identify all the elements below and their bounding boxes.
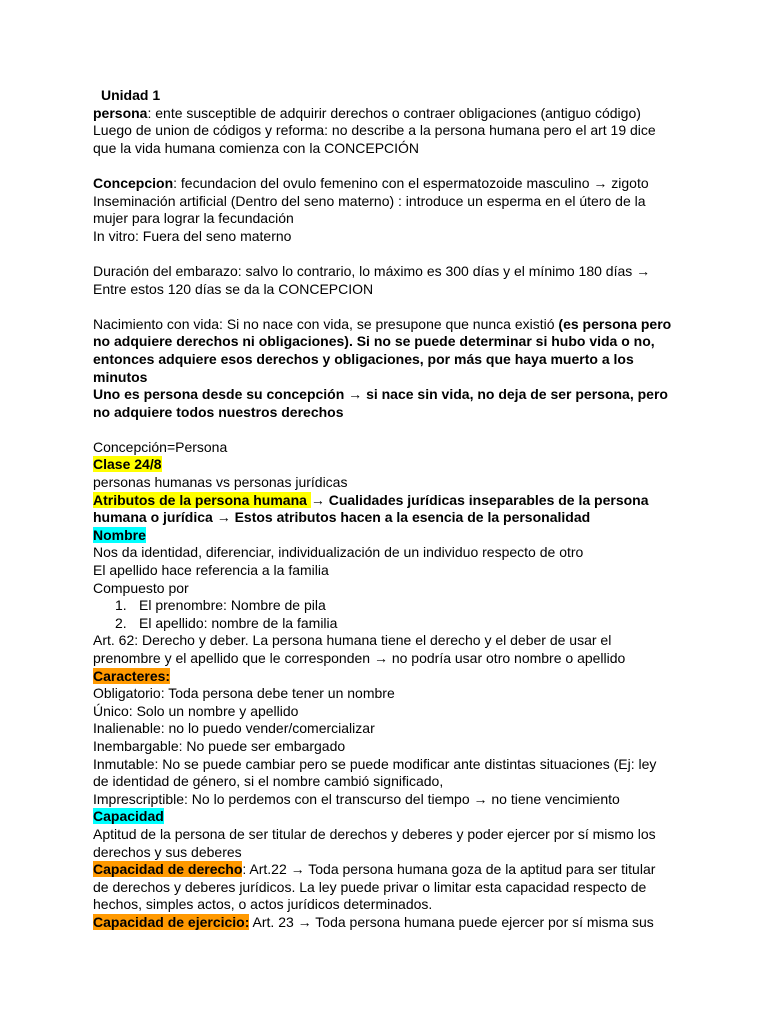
capacidad-label: Capacidad — [93, 808, 164, 825]
paragraph-persona — [93, 105, 672, 123]
paragraph-capacidad-derecho — [93, 861, 672, 914]
definition-concepcion: : fecundacion del ovulo femenino con el espermatozoide masculino → zigoto — [173, 174, 649, 191]
caracter-unico: Único: Solo un nombre y apellido — [93, 702, 299, 719]
blank-line — [93, 157, 672, 175]
paragraph-persona-concepcion: Uno es persona desde su concepción → si nace sin vida, no deja de ser persona, pero no adquiere todos nuestros derechos — [93, 386, 668, 420]
caracter-obligatorio: Obligatorio: Toda persona debe tener un nombre — [93, 685, 395, 702]
paragraph-nombre-1: Nos da identidad, diferenciar, individualización de un individuo respecto de otro — [93, 544, 584, 561]
list-number: 1. — [115, 597, 127, 614]
caracter-imprescriptible: Imprescriptible: No lo perdemos con el transcurso del tiempo → no tiene vencimiento — [93, 790, 620, 807]
caracter-inmutable: Inmutable: No se puede cambiar pero se puede modificar ante distintas situaciones (Ej: ley de identidad de género, si el nombre cambió significado, — [93, 755, 657, 790]
atributos-rest: → Cualidades jurídicas inseparables de la persona humana o jurídica → Estos atributos hacen a la esencia de la personalidad — [93, 491, 649, 526]
capacidad-derecho-label: Capacidad de derecho — [93, 861, 243, 878]
paragraph-capacidad: Aptitud de la persona de ser titular de derechos y deberes y poder ejercer por sí mismo los derechos y sus deberes — [93, 825, 656, 860]
document-title: Unidad 1 — [101, 87, 161, 103]
clase-label: Clase 24/8 — [93, 456, 162, 473]
heading-capacidad — [93, 808, 672, 826]
list-text: El prenombre: Nombre de pila — [139, 597, 326, 614]
atributos-label: Atributos de la persona humana — [93, 491, 311, 508]
paragraph-capacidad-ejercicio — [93, 914, 672, 932]
list-text: El apellido: nombre de la familia — [139, 614, 338, 631]
term-persona: persona — [93, 104, 148, 121]
caracter-inalienable: Inalienable: no lo puedo vender/comercializar — [93, 720, 375, 737]
paragraph-art62: Art. 62: Derecho y deber. La persona humana tiene el derecho y el deber de usar el prenombre y el apellido que le corresponden → no podría usar otro nombre o apellido — [93, 632, 626, 666]
capacidad-ejercicio-label: Capacidad de ejercicio: — [93, 913, 250, 930]
list-item — [93, 615, 672, 633]
heading-nombre — [93, 527, 672, 545]
list-item — [93, 597, 672, 615]
capacidad-ejercicio-text: Art. 23 → Toda persona humana puede ejercer por sí misma sus — [249, 913, 654, 930]
definition-persona: : ente susceptible de adquirir derechos o contraer obligaciones (antiguo código) — [147, 104, 641, 121]
nacimiento-plain: Nacimiento con vida: Si no nace con vida, se presupone que nunca existió — [93, 315, 559, 332]
blank-line — [93, 421, 672, 439]
paragraph-in-vitro: In vitro: Fuera del seno materno — [93, 227, 292, 244]
paragraph-concepcion-persona: Concepción=Persona — [93, 438, 228, 455]
paragraph-nacimiento — [93, 316, 672, 386]
paragraph-personas-tipos: personas humanas vs personas jurídicas — [93, 474, 348, 491]
heading-caracteres — [93, 668, 672, 686]
paragraph-concepcion — [93, 175, 672, 193]
nombre-label: Nombre — [93, 526, 146, 543]
paragraph-nombre-3: Compuesto por — [93, 579, 189, 596]
term-concepcion: Concepcion — [93, 174, 174, 191]
heading-clase — [93, 456, 672, 474]
paragraph-atributos — [93, 492, 672, 527]
capacidad-derecho-text: : Art.22 → Toda persona humana goza de la aptitud para ser titular de derechos y deberes jurídicos. La ley puede privar o limitar esta capacidad respecto de hechos, simples actos, o actos jurídicos determinados. — [93, 861, 656, 913]
blank-line — [93, 298, 672, 316]
nacimiento-bold: (es persona pero no adquiere derechos ni obligaciones). Si no se puede determinar si hubo vida o no, entonces adquiere esos derechos y obligaciones, por más que haya muerto a los minutos — [93, 315, 672, 385]
caracteres-label: Caracteres: — [93, 667, 171, 684]
blank-line — [93, 245, 672, 263]
list-number: 2. — [115, 614, 127, 631]
numbered-list — [93, 597, 672, 632]
paragraph-reforma: Luego de union de códigos y reforma: no describe a la persona humana pero el art 19 dice que la vida humana comienza con la CONCEPCIÓN — [93, 122, 656, 156]
caracter-inembargable: Inembargable: No puede ser embargado — [93, 737, 346, 754]
paragraph-inseminacion: Inseminación artificial (Dentro del seno materno) : introduce un esperma en el útero de la mujer para lograr la fecundación — [93, 192, 646, 227]
paragraph-nombre-2: El apellido hace referencia a la familia — [93, 562, 329, 579]
paragraph-embarazo: Duración del embarazo: salvo lo contrario, lo máximo es 300 días y el mínimo 180 días → Entre estos 120 días se da la CONCEPCION — [93, 262, 651, 297]
